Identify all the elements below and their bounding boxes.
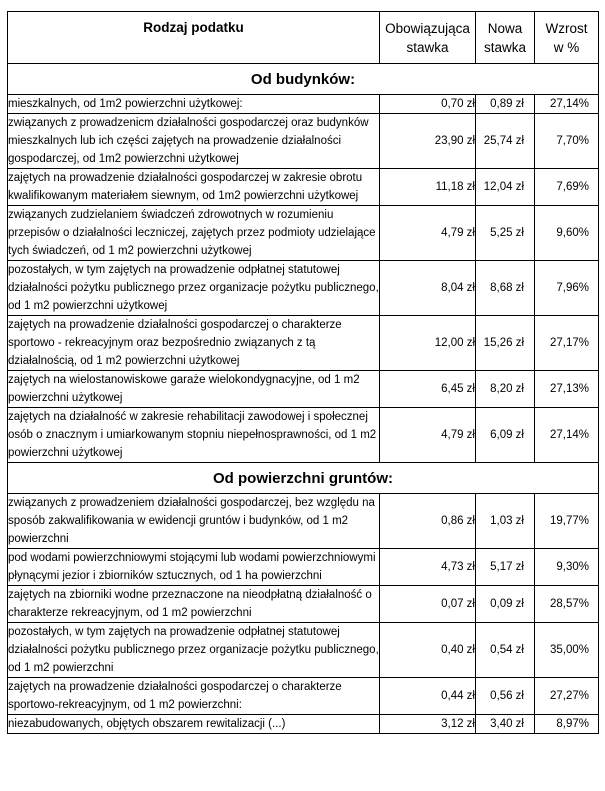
growth-percent-value: 8,97% [535,715,599,734]
tax-description: zajętych na wielostanowiskowe garaże wielokondygnacyjne, od 1 m2 powierzchni użytkowej [8,371,380,408]
growth-percent-value: 7,96% [535,261,599,316]
new-rate-value: 12,04 zł [476,169,535,206]
new-rate-value: 0,54 zł [476,623,535,678]
table-row [8,95,599,114]
tax-description: mieszkalnych, od 1m2 powierzchni użytkowej: [8,95,380,114]
current-rate-value: 0,44 zł [380,678,476,715]
new-rate-value: 0,56 zł [476,678,535,715]
table-body [8,64,599,734]
tax-description: niezabudowanych, objętych obszarem rewitalizacji (...) [8,715,380,734]
current-rate-value: 11,18 zł [380,169,476,206]
header-tax-type: Rodzaj podatku [8,12,380,64]
header-growth-line-2: w % [553,39,580,55]
header-growth-line-1: Wzrost [545,20,588,36]
growth-percent-value: 7,69% [535,169,599,206]
current-rate-value: 0,07 zł [380,586,476,623]
growth-percent-value: 27,13% [535,371,599,408]
tax-description: pozostałych, w tym zajętych na prowadzenie odpłatnej statutowej działalności pożytku publicznego przez organizacje pożytku publicznego, od 1 m2 powierzchni użytkowej [8,261,380,316]
current-rate-value: 4,79 zł [380,206,476,261]
table-row [8,586,599,623]
growth-percent-value: 7,70% [535,114,599,169]
new-rate-value: 3,40 zł [476,715,535,734]
header-new-rate-line-1: Nowa [487,20,523,36]
current-rate-value: 4,73 zł [380,549,476,586]
section-header-row [8,64,599,95]
new-rate-value: 6,09 zł [476,408,535,463]
new-rate-value: 8,68 zł [476,261,535,316]
section-header-row [8,463,599,494]
growth-percent-value: 9,30% [535,549,599,586]
growth-percent-value: 27,14% [535,95,599,114]
table-row [8,206,599,261]
current-rate-value: 23,90 zł [380,114,476,169]
growth-percent-value: 9,60% [535,206,599,261]
current-rate-value: 4,79 zł [380,408,476,463]
growth-percent-value: 27,27% [535,678,599,715]
tax-description: pod wodami powierzchniowymi stojącymi lub wodami powierzchniowymi płynącymi jezior i zbiorników sztucznych, od 1 ha powierzchni [8,549,380,586]
table-row [8,678,599,715]
tax-description: zajętych na prowadzenie działalności gospodarczej o charakterze sportowo - rekreacyjnym oraz bezpośrednio związanych z tą działalnością, od 1 m2 powierzchni użytkowej [8,316,380,371]
new-rate-value: 25,74 zł [476,114,535,169]
table-row [8,549,599,586]
current-rate-value: 3,12 zł [380,715,476,734]
table-row [8,494,599,549]
table-row [8,169,599,206]
growth-percent-value: 27,17% [535,316,599,371]
new-rate-value: 5,25 zł [476,206,535,261]
table-row [8,715,599,734]
new-rate-value: 0,89 zł [476,95,535,114]
header-growth [535,12,599,64]
tax-description: zajętych na prowadzenie działalności gospodarczej o charakterze sportowo-rekreacyjnym, od 1 m2 powierzchni: [8,678,380,715]
new-rate-value: 8,20 zł [476,371,535,408]
growth-percent-value: 28,57% [535,586,599,623]
current-rate-value: 8,04 zł [380,261,476,316]
tax-description: związanych z prowadzeniem działalności gospodarczej, bez względu na sposób zakwalifikowania w ewidencji gruntów i budynków, od 1 m2 powierzchni [8,494,380,549]
current-rate-value: 6,45 zł [380,371,476,408]
current-rate-value: 0,86 zł [380,494,476,549]
tax-rates-table [7,11,599,734]
tax-description: zajętych na działalność w zakresie rehabilitacji zawodowej i społecznej osób o znacznym i umiarkowanym stopniu niepełnosprawności, od 1 m2 powierzchni użytkowej [8,408,380,463]
current-rate-value: 0,40 zł [380,623,476,678]
tax-description: związanych z prowadzenicm działalności gospodarczej oraz budynków mieszkalnych lub ich części zajętych na prowadzenie działalności gospodarczej, od 1m2 powierzchni użytkowej [8,114,380,169]
table-row [8,114,599,169]
current-rate-value: 0,70 zł [380,95,476,114]
growth-percent-value: 27,14% [535,408,599,463]
header-new-rate-line-2: stawka [483,39,527,55]
tax-description: zajętych na prowadzenie działalności gospodarczej w zakresie obrotu kwalifikowanym materiałem siewnym, od 1m2 powierzchni użytkowej [8,169,380,206]
table-row [8,371,599,408]
tax-description: zajętych na zbiorniki wodne przeznaczone na nieodpłatną działalność o charakterze rekreacyjnym, od 1 m2 powierzchni [8,586,380,623]
header-new-rate [476,12,535,64]
header-current-rate [380,12,476,64]
table-row [8,316,599,371]
header-current-rate-line-2: stawka [406,39,449,55]
header-current-rate-line-1: Obowiązująca [385,20,470,36]
tax-description: pozostałych, w tym zajętych na prowadzenie odpłatnej statutowej działalności pożytku publicznego przez organizacje pożytku publicznego, od 1 m2 powierzchni [8,623,380,678]
table-row [8,408,599,463]
new-rate-value: 15,26 zł [476,316,535,371]
new-rate-value: 1,03 zł [476,494,535,549]
table-header-row [8,12,599,64]
tax-description: związanych zudzielaniem świadczeń zdrowotnych w rozumieniu przepisów o działalności leczniczej, zajętych przez podmioty udzielające tych świadczeń, od 1 m2 powierzchni użytkowej [8,206,380,261]
new-rate-value: 0,09 zł [476,586,535,623]
new-rate-value: 5,17 zł [476,549,535,586]
growth-percent-value: 35,00% [535,623,599,678]
section-title: Od budynków: [8,64,599,95]
table-row [8,261,599,316]
section-title: Od powierzchni gruntów: [8,463,599,494]
growth-percent-value: 19,77% [535,494,599,549]
current-rate-value: 12,00 zł [380,316,476,371]
table-row [8,623,599,678]
